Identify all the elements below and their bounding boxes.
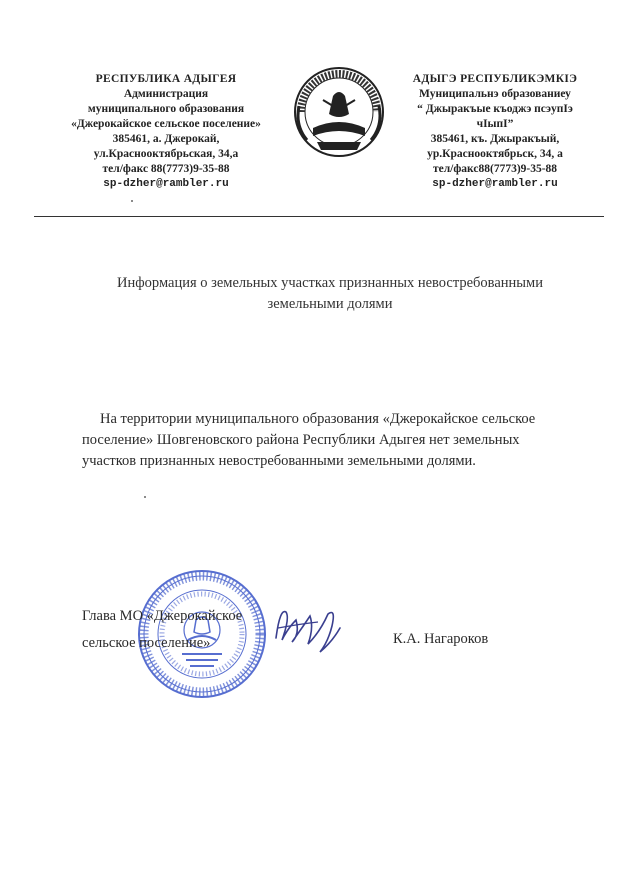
document-body: На территории муниципального образования «Джерокайское сельское поселение» Шовгеновского района Республики Адыгея нет земельных участков признанных невостребованными земельными долями. [82,411,536,469]
header-right-line: 385461, къ. Джыракъый, [430,133,560,145]
header-left-line: тел/факс 88(7773)9-35-88 [102,163,230,175]
header-right-line: чIыпI” [476,118,514,130]
header-right-line: “ Джыракъые къоджэ псэупIэ [417,103,573,115]
header-left-block [56,72,276,192]
header-left-republic: РЕСПУБЛИКА АДЫГЕЯ [95,73,237,85]
header-right-republic: АДЫГЭ РЕСПУБЛИКЭМКIЭ [412,73,578,85]
header-right-line: тел/факс88(7773)9-35-88 [432,163,558,175]
header-left-line: «Джерокайское сельское поселение» [71,118,261,130]
signatory-role [82,603,282,657]
header-left-line: Администрация [123,88,209,100]
header-left-line: 385461, а. Джерокай, [112,133,220,145]
header-left-line: муниципального образования [87,103,245,115]
header-left-email: sp-dzher@rambler.ru [103,178,229,190]
signatory-role-line2: сельское поселение» [82,635,211,651]
header-right-email: sp-dzher@rambler.ru [432,178,558,190]
coat-of-arms-emblem-icon [293,66,385,158]
signatory-name: К.А. Нагароков [393,631,489,647]
document-title: Информация о земельных участках признанных невостребованными земельными долями [117,275,543,312]
header-right-block [385,72,605,192]
header-divider [34,216,604,217]
header-right-line: Муниципальнэ образованиеу [419,88,571,100]
scan-speck [131,200,133,202]
header-right-line: ур.Краснооктябрьск, 34, а [427,148,563,160]
header-left-line: ул.Краснооктябрьская, 34,а [93,148,239,160]
scan-speck [144,496,146,498]
signatory-role-line1: Глава МО «Джерокайское [82,608,243,624]
signature-icon [270,598,360,658]
